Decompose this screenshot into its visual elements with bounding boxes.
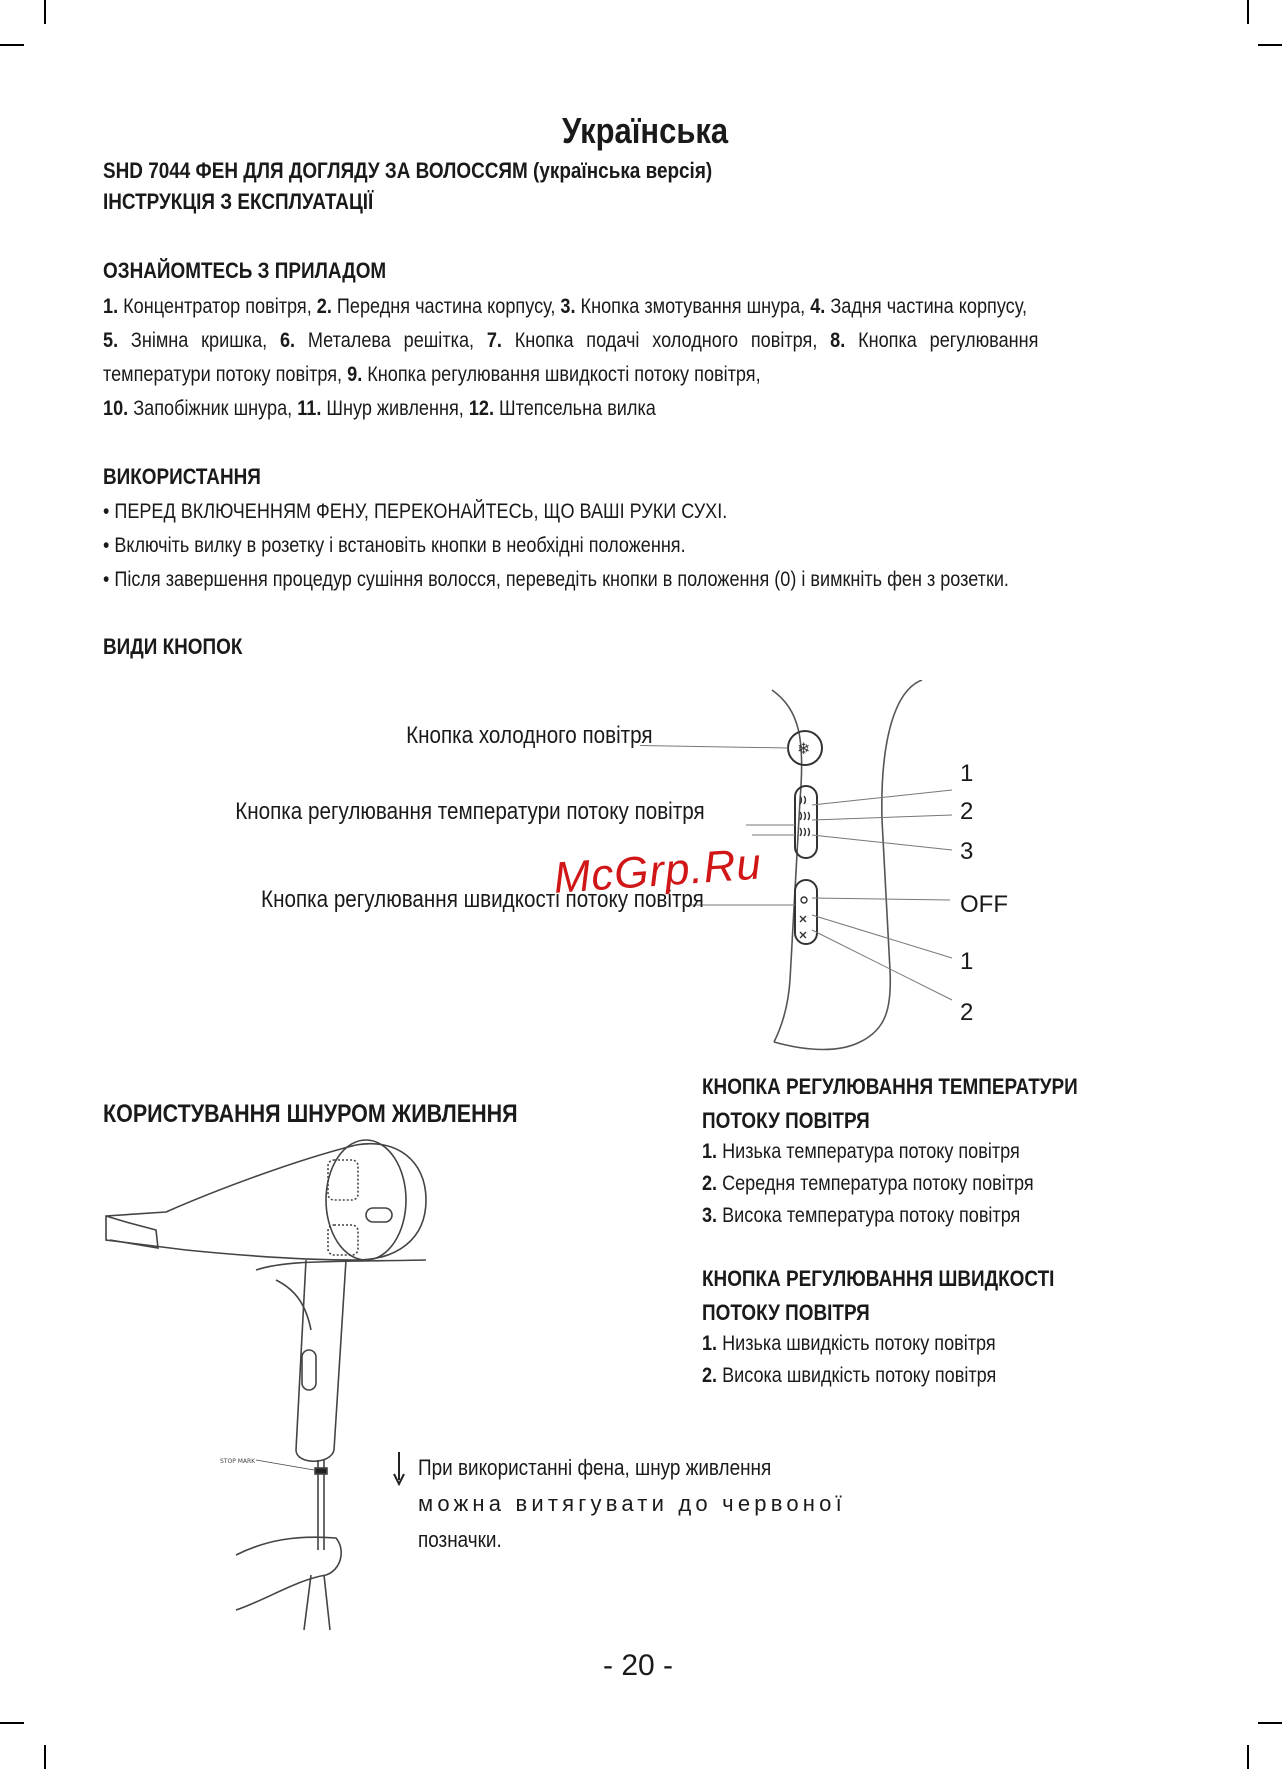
- arrow-down-icon: [392, 1452, 406, 1486]
- cool-button: [788, 731, 822, 765]
- product-title: SHD 7044 ФЕН ДЛЯ ДОГЛЯДУ ЗА ВОЛОССЯМ (українська версія): [103, 158, 713, 183]
- list-item: 2. Висока швидкість потоку повітря: [702, 1364, 997, 1387]
- page-number: - 20 -: [603, 1649, 674, 1682]
- speed-switch: [795, 880, 817, 944]
- parts-line: 5. Знімна кришка, 6. Металева решітка, 7. Кнопка подачі холодного повітря, 8. Кнопка регулювання: [103, 329, 1039, 352]
- hair-dryer-illustration: [96, 1130, 476, 1640]
- buttons-heading: ВИДИ КНОПОК: [103, 634, 243, 659]
- speed-section-heading: КНОПКА РЕГУЛЮВАННЯ ШВИДКОСТІ ПОТОКУ ПОВІТРЯ: [702, 1266, 1055, 1325]
- temp-position-2: 2: [960, 798, 974, 825]
- crop-mark: [1247, 1745, 1249, 1769]
- speed-position-1: 1: [960, 948, 974, 975]
- cord-heading: КОРИСТУВАННЯ ШНУРОМ ЖИВЛЕННЯ: [103, 1100, 518, 1128]
- crop-mark: [1258, 1722, 1282, 1724]
- speed-position-2: 2: [960, 999, 974, 1026]
- list-item: 2. Середня температура потоку повітря: [702, 1172, 1034, 1195]
- crop-mark: [1258, 44, 1282, 46]
- label-cool-button: Кнопка холодного повітря: [406, 722, 653, 749]
- note-line: При використанні фена, шнур живлення: [418, 1455, 772, 1480]
- list-item: 1. Низька швидкість потоку повітря: [702, 1332, 996, 1355]
- watermark: McGrp.Ru: [552, 839, 764, 903]
- manual-title: ІНСТРУКЦІЯ З ЕКСПЛУАТАЦІЇ: [103, 189, 374, 214]
- svg-text:❄: ❄: [797, 739, 811, 758]
- usage-bullet: • Включіть вилку в розетку і встановіть кнопки в необхідні положення.: [103, 534, 686, 557]
- usage-bullet: • Після завершення процедур сушіння волосся, переведіть кнопки в положення (0) і вимкніть фен з розетки.: [103, 568, 1009, 591]
- list-item: 1. Низька температура потоку повітря: [702, 1140, 1020, 1163]
- temp-position-1: 1: [960, 760, 974, 787]
- label-speed-button: Кнопка регулювання швидкості потоку повітря: [261, 886, 704, 913]
- temp-section-heading: КНОПКА РЕГУЛЮВАННЯ ТЕМПЕРАТУРИ ПОТОКУ ПОВІТРЯ: [702, 1074, 1078, 1133]
- crop-mark: [1247, 0, 1249, 24]
- crop-mark: [44, 1745, 46, 1769]
- temp-position-3: 3: [960, 838, 974, 865]
- usage-heading: ВИКОРИСТАННЯ: [103, 464, 261, 489]
- intro-heading: ОЗНАЙОМТЕСЬ З ПРИЛАДОМ: [103, 258, 387, 283]
- speed-position-off: OFF: [960, 891, 1008, 918]
- cord-note: [418, 1450, 846, 1558]
- label-temp-button: Кнопка регулювання температури потоку повітря: [235, 798, 705, 825]
- parts-list: [103, 290, 1179, 426]
- crop-mark: [0, 1722, 24, 1724]
- crop-mark: [0, 44, 24, 46]
- note-line: можна витягувати до червоної: [418, 1491, 846, 1516]
- note-line: позначки.: [418, 1527, 502, 1552]
- parts-line: 10. Запобіжник шнура, 11. Шнур живлення, 12. Штепсельна вилка: [103, 397, 656, 420]
- parts-line: 1. Концентратор повітря, 2. Передня частина корпусу, 3. Кнопка змотування шнура, 4. Задня частина корпусу,: [103, 295, 1027, 318]
- list-item: 3. Висока температура потоку повітря: [702, 1204, 1021, 1227]
- language-title: Українська: [562, 110, 729, 151]
- crop-mark: [44, 0, 46, 24]
- parts-line: температури потоку повітря, 9. Кнопка регулювання швидкості потоку повітря,: [103, 363, 761, 386]
- svg-text:STOP MARK: STOP MARK: [220, 1458, 256, 1465]
- usage-bullet: • ПЕРЕД ВКЛЮЧЕННЯМ ФЕНУ, ПЕРЕКОНАЙТЕСЬ, ЩО ВАШІ РУКИ СУХІ.: [103, 500, 728, 523]
